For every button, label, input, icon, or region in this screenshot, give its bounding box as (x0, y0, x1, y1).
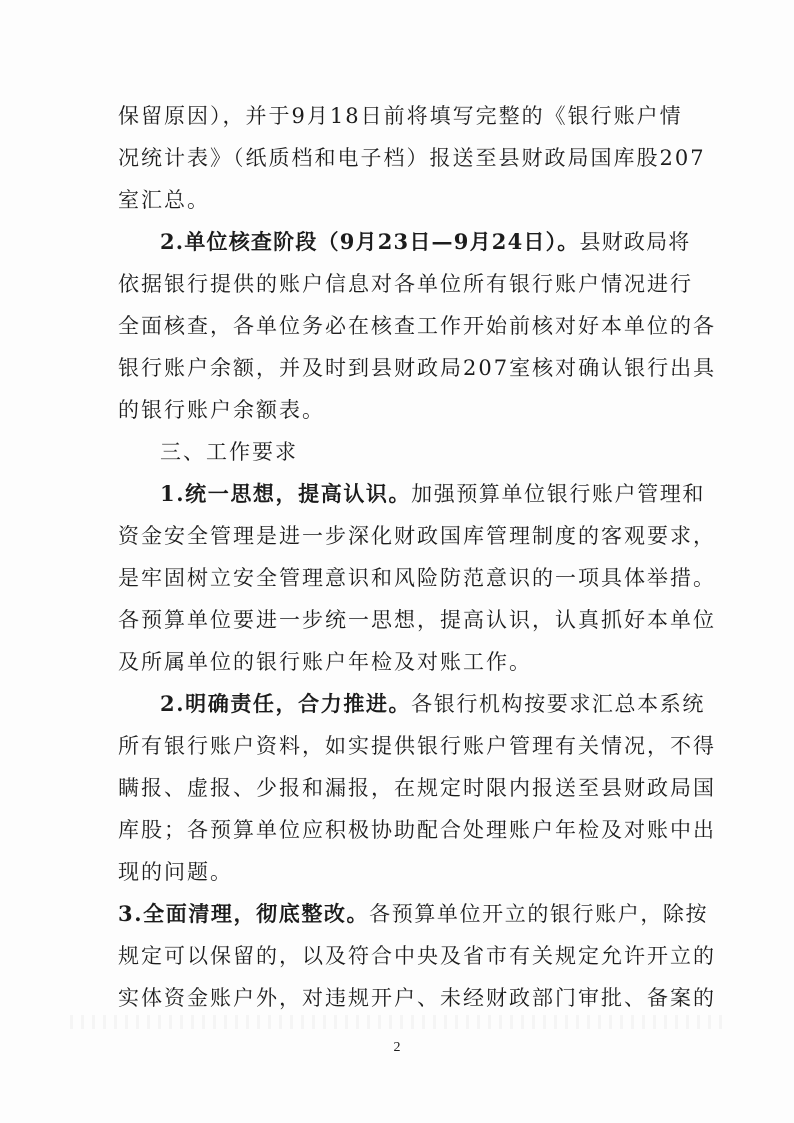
section-title-work-requirements (160, 431, 680, 473)
line-text: 加强预算单位银行账户管理和 (411, 482, 705, 506)
line-text: 保留原因），并于9月18日前将填写完整的《银行账户情 (118, 104, 683, 128)
line-text: 及所属单位的银行账户年检及对账工作。 (118, 650, 532, 674)
section-heading-2-unit-check: 2.单位核查阶段（9月23日—9月24日）。 (160, 229, 580, 254)
text-line-22 (118, 977, 716, 1019)
text-line-11 (118, 515, 716, 557)
text-line-12 (118, 557, 716, 599)
text-line-17 (118, 767, 716, 809)
section-heading-3-full-cleanup: 3.全面清理，彻底整改。 (118, 901, 370, 926)
text-line-14 (118, 641, 678, 683)
line-text: 各预算单位要进一步统一思想，提高认识，认真抓好本单位 (118, 608, 716, 632)
text-line-10 (160, 473, 705, 515)
line-text: 依据银行提供的账户信息对各单位所有银行账户情况进行 (118, 272, 693, 296)
line-text: 各银行机构按要求汇总本系统 (411, 692, 705, 716)
text-line-3 (118, 179, 678, 221)
line-text: 况统计表》（纸质档和电子档）报送至县财政局国库股207 (118, 146, 706, 170)
page-number: 2 (393, 1040, 401, 1055)
text-line-6 (118, 305, 716, 347)
text-line-5 (118, 263, 693, 305)
text-line-7 (118, 347, 717, 389)
line-text: 的银行账户余额表。 (118, 398, 325, 422)
text-line-4 (160, 221, 691, 263)
section-heading-1-unify-thinking: 1.统一思想，提高认识。 (160, 481, 412, 506)
line-text: 全面核查，各单位务必在核查工作开始前核对好本单位的各 (118, 314, 716, 338)
line-text: 库股；各预算单位应积极协助配合处理账户年检及对账中出 (118, 818, 716, 842)
text-line-16 (118, 725, 716, 767)
line-text: 规定可以保留的，以及符合中央及省市有关规定允许开立的 (118, 944, 716, 968)
line-text: 实体资金账户外，对违规开户、未经财政部门审批、备案的 (118, 986, 716, 1010)
line-text: 是牢固树立安全管理意识和风险防范意识的一项具体举措。 (118, 566, 716, 590)
section-heading-2-clarify-responsibility: 2.明确责任，合力推进。 (160, 691, 412, 716)
line-text: 资金安全管理是进一步深化财政国库管理制度的客观要求， (118, 524, 716, 548)
text-line-15 (160, 683, 705, 725)
text-line-18 (118, 809, 716, 851)
line-text: 瞒报、虚报、少报和漏报，在规定时限内报送至县财政局国 (118, 776, 716, 800)
text-line-1 (118, 95, 683, 137)
text-line-19 (118, 851, 678, 893)
text-line-20 (118, 893, 709, 935)
text-line-2 (118, 137, 706, 179)
text-line-21 (118, 935, 716, 977)
line-text: 各预算单位开立的银行账户，除按 (369, 902, 709, 926)
line-text: 县财政局将 (579, 230, 691, 254)
scan-artifact (70, 1015, 730, 1029)
text-line-8 (118, 389, 678, 431)
line-text: 所有银行账户资料，如实提供银行账户管理有关情况，不得 (118, 734, 716, 758)
line-text: 银行账户余额，并及时到县财政局207室核对确认银行出具 (118, 356, 717, 380)
line-text: 三、工作要求 (160, 440, 298, 464)
text-line-13 (118, 599, 716, 641)
line-text: 现的问题。 (118, 860, 233, 884)
line-text: 室汇总。 (118, 188, 210, 212)
